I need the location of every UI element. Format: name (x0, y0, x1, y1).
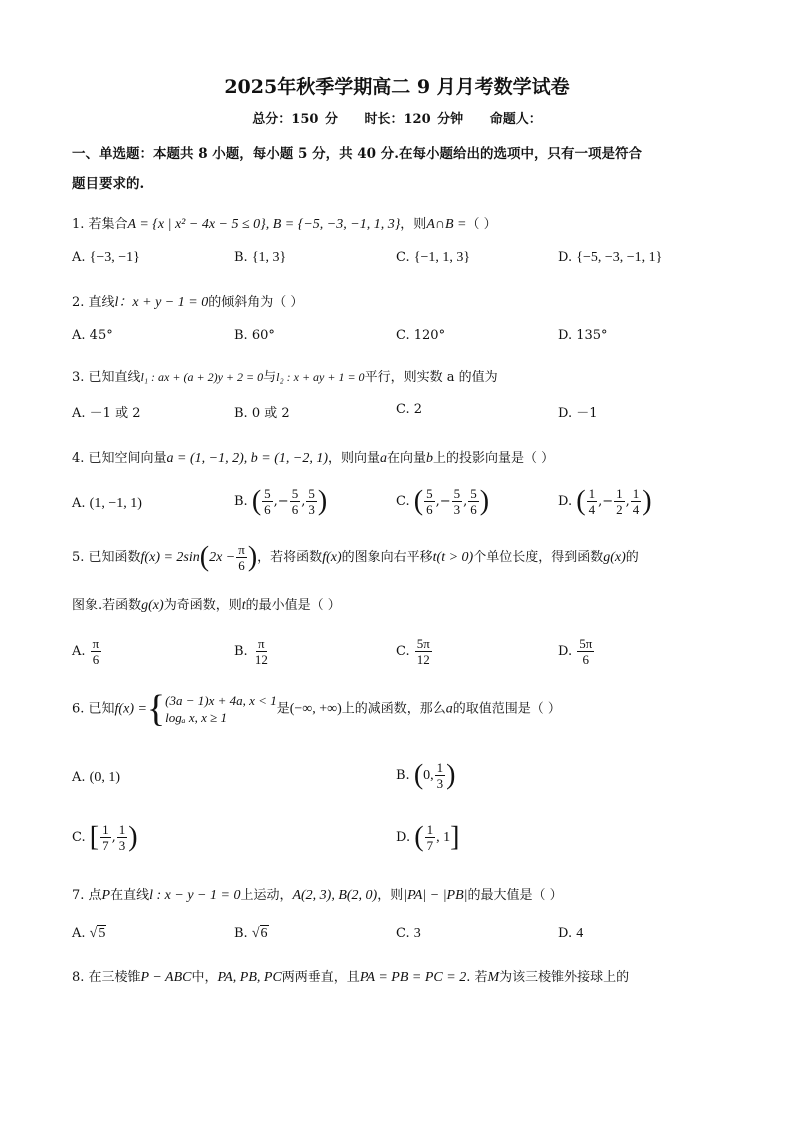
q5-option-d[interactable]: D. $\frac{5\pi}{6}$ (558, 636, 593, 667)
q4-option-c[interactable]: C. ( $\frac{5}{6}$ ,− $\frac{5}{3}$ , $\frac{5}{6}$ ) (396, 485, 490, 517)
question-5-cont: 图象.若函数g(x)为奇函数，则t的最小值是（ ） (72, 598, 341, 613)
exam-meta (0, 108, 794, 127)
q3-option-b[interactable]: B. 0 或 2 (234, 406, 290, 421)
question-2: 2. 直线l：x + y − 1 = 0的倾斜角为（ ） (72, 295, 304, 310)
question-8: 8. 在三棱锥P − ABC中，PA, PB, PC两两垂直，且PA = PB = PC = 2. 若M为该三棱锥外接球上的 (72, 970, 630, 985)
q3-option-d[interactable]: D. －1 (558, 406, 598, 421)
question-1: 1. 若集合A = {x | x² − 4x − 5 ≤ 0}, B = {−5, −3, −1, 1, 3}，则A∩B =（ ） (72, 217, 497, 232)
author: 命题人： (489, 112, 542, 127)
q2-option-d[interactable]: D. 135° (558, 328, 608, 343)
q7-option-d[interactable]: D. 4 (558, 926, 584, 941)
section-heading-cont: 题目要求的. (72, 176, 145, 192)
question-7: 7. 点P在直线l : x − y − 1 = 0上运动，A(2, 3), B(2, 0)，则|PA| − |PB|的最大值是（ ） (72, 888, 563, 903)
q5-option-b[interactable]: B. $\frac{\pi}{12}$ (234, 636, 268, 667)
q2-option-a[interactable]: A. 45° (72, 328, 113, 343)
q3-option-c[interactable]: C. 2 (396, 402, 423, 417)
q3-option-a[interactable]: A. －1 或 2 (72, 406, 141, 421)
q6-option-b[interactable]: B. (0, $\frac{1}{3}$ ) (396, 759, 456, 791)
q2-option-b[interactable]: B. 60° (234, 328, 275, 343)
q6-option-d[interactable]: D. ( $\frac{1}{7}$ , 1] (396, 821, 460, 853)
page-title: 2025年秋季学期高二 9 月月考数学试卷 (224, 76, 570, 98)
question-6: 6. 已知f(x) ={(3a − 1)x + 4a, x < 1 logₐ x, x ≥ 1是(−∞, +∞)上的减函数，那么a的取值范围是（ ） (72, 688, 561, 730)
q1-option-d[interactable]: D. {−5, −3, −1, 1} (558, 250, 663, 265)
q1-option-b[interactable]: B. {1, 3} (234, 250, 287, 265)
question-3: 3. 已知直线l₁ : ax + (a + 2)y + 2 = 0与l₂ : x + ay + 1 = 0平行，则实数 a 的值为 (72, 370, 498, 385)
q4-option-d[interactable]: D. ( $\frac{1}{4}$ ,− $\frac{1}{2}$ , $\frac{1}{4}$ ) (558, 485, 652, 517)
q6-option-a[interactable]: A. (0, 1) (72, 770, 120, 785)
q5-option-a[interactable]: A. $\frac{\pi}{6}$ (72, 636, 100, 667)
q1-option-a[interactable]: A. {−3, −1} (72, 250, 140, 265)
q4-option-b[interactable]: B. ( $\frac{5}{6}$ ,− $\frac{5}{6}$ , $\frac{5}{3}$ ) (234, 485, 328, 517)
q1-option-c[interactable]: C. {−1, 1, 3} (396, 250, 471, 265)
q4-option-a[interactable]: A. (1, −1, 1) (72, 496, 142, 511)
q7-option-a[interactable]: A. √5 (72, 926, 106, 941)
question-4: 4. 已知空间向量a = (1, −1, 2), b = (1, −2, 1)，则向量a在向量b上的投影向量是（ ） (72, 451, 555, 466)
duration: 时长：120 分钟 (364, 112, 464, 127)
q6-option-c[interactable]: C. [ $\frac{1}{7}$ , $\frac{1}{3}$ ) (72, 821, 138, 853)
section-heading: 一、单选题：本题共 8 小题，每小题 5 分，共 40 分.在每小题给出的选项中，只有一项是符合 (72, 146, 642, 162)
question-5: 5. 已知函数f(x) = 2sin(2x − $\frac{\pi}{6}$ )，若将函数f(x)的图象向右平移t(t > 0)个单位长度，得到函数g(x)的 (72, 541, 639, 573)
q5-option-c[interactable]: C. $\frac{5\pi}{12}$ (396, 636, 430, 667)
total-score: 总分：150 分 (252, 112, 338, 127)
q7-option-c[interactable]: C. 3 (396, 926, 421, 941)
q7-option-b[interactable]: B. √6 (234, 926, 268, 941)
q2-option-c[interactable]: C. 120° (396, 328, 446, 343)
